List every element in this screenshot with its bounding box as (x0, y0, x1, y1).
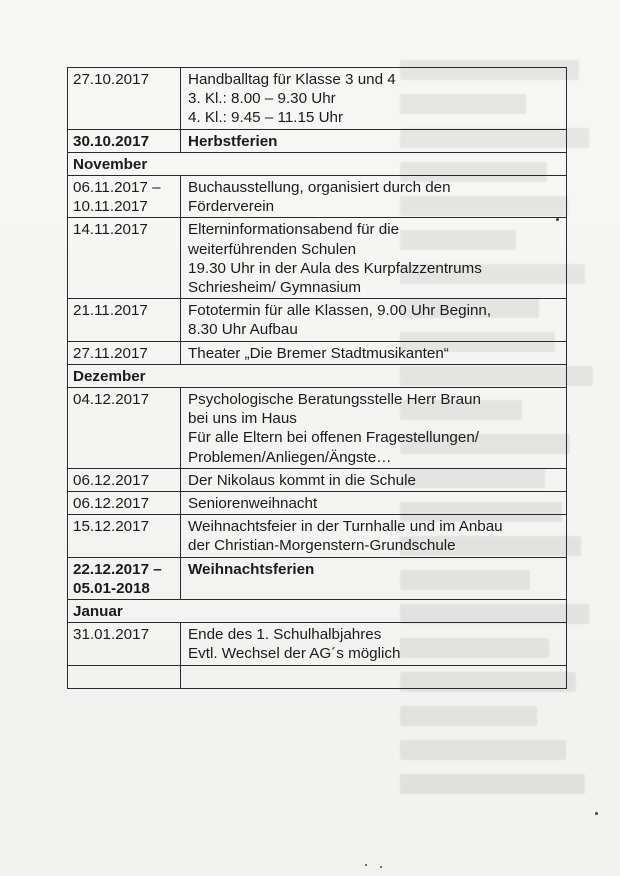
description-line: Seniorenweihnacht (188, 495, 318, 513)
date-line: 30.10.2017 (73, 132, 150, 150)
month-header: November (68, 152, 567, 175)
schedule-table (67, 67, 567, 689)
speck (556, 218, 559, 221)
date-line: 06.12.2017 (73, 471, 150, 489)
description-line: 4. Kl.: 9.45 – 11.15 Uhr (188, 109, 344, 127)
date-line: 05.01-2018 (73, 579, 150, 597)
schedule-row (68, 665, 567, 688)
date-line: 21.11.2017 (73, 302, 148, 320)
date-line: 06.11.2017 – (73, 179, 161, 197)
description-line: Psychologische Beratungsstelle Herr Braun (188, 391, 481, 409)
date-line: 14.11.2017 (73, 221, 148, 239)
date-cell (68, 176, 181, 218)
date-cell (68, 299, 181, 341)
schedule-row (68, 468, 567, 491)
description-cell (181, 515, 567, 557)
date-cell (68, 623, 181, 665)
description-line: Evtl. Wechsel der AG´s möglich (188, 645, 401, 663)
date-line: 06.12.2017 (73, 495, 150, 513)
date-cell (68, 388, 181, 469)
speck (365, 864, 367, 866)
schedule-row (68, 68, 567, 130)
description-cell (181, 623, 567, 665)
description-line: Elterninformationsabend für die (188, 221, 400, 239)
description-cell (181, 299, 567, 341)
description-line: Theater „Die Bremer Stadtmusikanten“ (188, 344, 449, 362)
schedule-row (68, 129, 567, 152)
description-cell (181, 129, 567, 152)
speck (380, 866, 382, 868)
description-line: weiterführenden Schulen (188, 240, 357, 258)
date-cell (68, 129, 181, 152)
date-line: 10.11.2017 (73, 198, 148, 216)
description-line: bei uns im Haus (188, 410, 297, 428)
description-line: 8.30 Uhr Aufbau (188, 321, 298, 339)
description-cell (181, 68, 567, 130)
description-cell (181, 388, 567, 469)
description-line: Förderverein (188, 198, 275, 216)
date-line: 22.12.2017 – (73, 560, 162, 578)
description-cell (181, 468, 567, 491)
description-line: Buchausstellung, organisiert durch den (188, 179, 451, 197)
month-header-row (68, 152, 567, 175)
description-cell (181, 218, 567, 299)
date-cell (68, 492, 181, 515)
schedule-row (68, 388, 567, 469)
date-cell (68, 341, 181, 364)
description-line: Der Nikolaus kommt in die Schule (188, 471, 416, 489)
description-cell (181, 557, 567, 599)
description-cell (181, 492, 567, 515)
month-header: Dezember (68, 364, 567, 387)
date-cell (68, 468, 181, 491)
description-line: Für alle Eltern bei offenen Fragestellungen/ (188, 429, 479, 447)
description-line: Herbstferien (188, 132, 278, 150)
description-line: Weihnachtsferien (188, 560, 315, 578)
description-line: Schriesheim/ Gymnasium (188, 279, 362, 297)
description-line: Ende des 1. Schulhalbjahres (188, 626, 382, 644)
schedule-row (68, 299, 567, 341)
description-cell (181, 341, 567, 364)
date-line: 27.11.2017 (73, 344, 148, 362)
description-line: der Christian-Morgenstern-Grundschule (188, 537, 456, 555)
schedule-row (68, 492, 567, 515)
description-line: Handballtag für Klasse 3 und 4 (188, 71, 396, 88)
date-line: 04.12.2017 (73, 391, 150, 409)
description-cell (181, 176, 567, 218)
schedule-row (68, 176, 567, 218)
description-line: Problemen/Anliegen/Ängste… (188, 448, 392, 466)
description-line: Fototermin für alle Klassen, 9.00 Uhr Beginn, (188, 302, 492, 320)
schedule-row (68, 557, 567, 599)
date-line: 27.10.2017 (73, 71, 150, 88)
schedule-row (68, 515, 567, 557)
schedule-row (68, 341, 567, 364)
month-header-row (68, 600, 567, 623)
speck (595, 812, 598, 815)
date-cell (68, 218, 181, 299)
description-line: 3. Kl.: 8.00 – 9.30 Uhr (188, 90, 336, 108)
description-line: 19.30 Uhr in der Aula des Kurpfalzzentrums (188, 259, 482, 277)
description-line: Weihnachtsfeier in der Turnhalle und im Anbau (188, 518, 503, 536)
date-line: 15.12.2017 (73, 518, 150, 536)
date-cell (68, 557, 181, 599)
description-cell (181, 665, 567, 688)
schedule-row (68, 218, 567, 299)
date-cell (68, 665, 181, 688)
schedule-row (68, 623, 567, 665)
date-cell (68, 515, 181, 557)
date-cell (68, 68, 181, 130)
date-line: 31.01.2017 (73, 626, 150, 644)
month-header: Januar (68, 600, 567, 623)
month-header-row (68, 364, 567, 387)
